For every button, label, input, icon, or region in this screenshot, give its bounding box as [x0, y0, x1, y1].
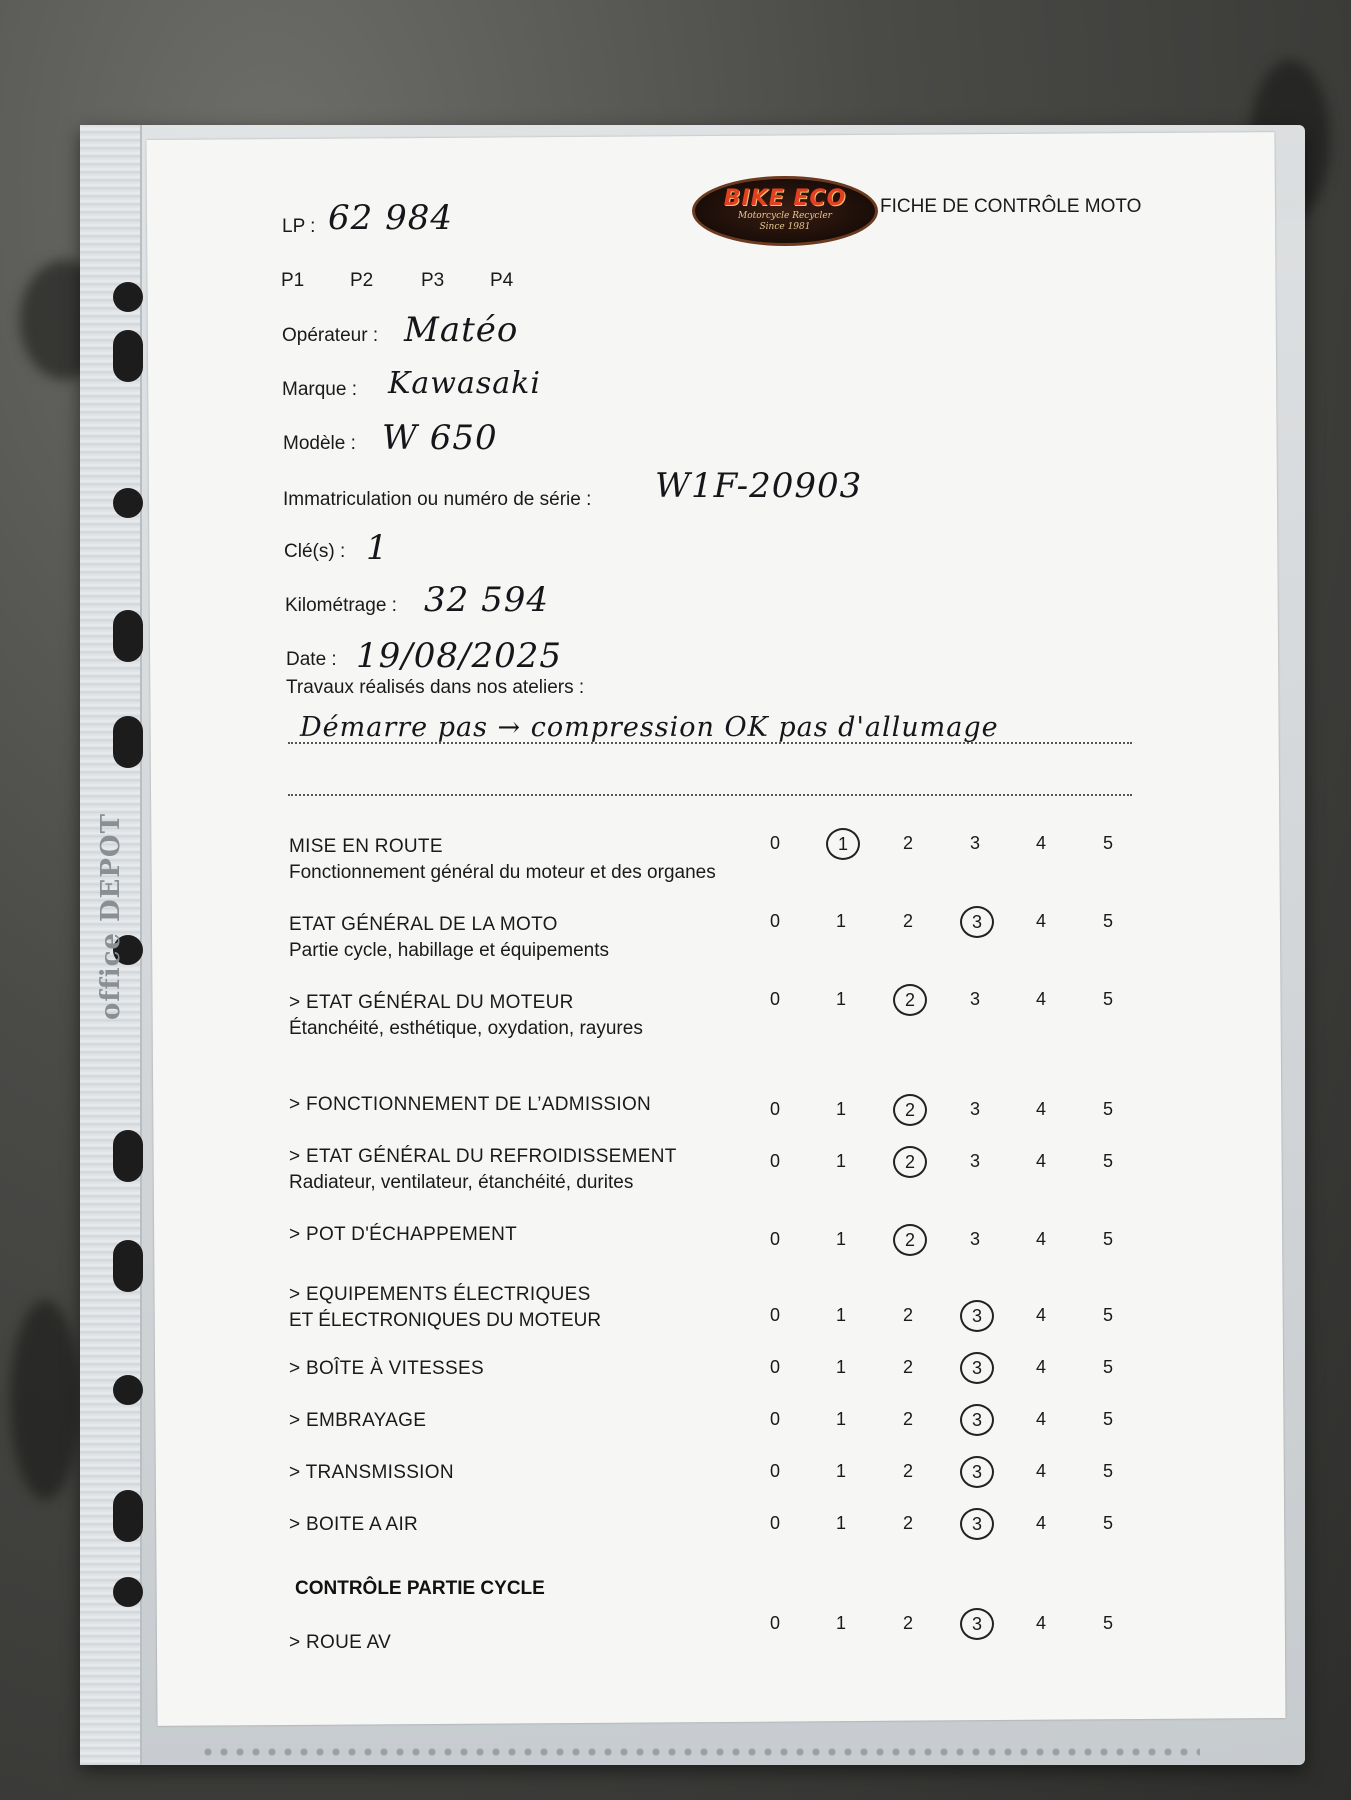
score-option[interactable]: 1: [835, 1099, 846, 1119]
punch-hole: [113, 1490, 143, 1542]
score-row: [760, 984, 1160, 1014]
p1-label: P1: [281, 270, 305, 291]
score-option[interactable]: 5: [1102, 1305, 1113, 1325]
score-option[interactable]: 4: [1035, 1613, 1046, 1633]
punch-hole: [113, 716, 143, 768]
score-row: [760, 1404, 1160, 1434]
kilometrage-value: 32 594: [424, 580, 549, 620]
score-option[interactable]: 1: [835, 1229, 846, 1249]
score-option[interactable]: 0: [769, 1409, 780, 1429]
score-option[interactable]: 4: [1035, 1151, 1046, 1171]
score-option-selected[interactable]: 3: [960, 906, 994, 938]
score-option[interactable]: 0: [769, 1461, 780, 1481]
criterion-subtitle: Étanchéité, esthétique, oxydation, rayures: [289, 1018, 643, 1039]
score-option[interactable]: 4: [1035, 833, 1046, 853]
lp-label: LP :: [282, 216, 316, 237]
score-option[interactable]: 2: [902, 1409, 913, 1429]
score-option[interactable]: 1: [835, 1461, 846, 1481]
date-label: Date :: [286, 649, 337, 670]
score-option[interactable]: 4: [1035, 989, 1046, 1009]
criterion-title: > EMBRAYAGE: [289, 1410, 427, 1431]
score-row: [760, 1456, 1160, 1486]
score-option[interactable]: 0: [769, 1613, 780, 1633]
score-option-selected[interactable]: 2: [893, 1146, 927, 1178]
criterion-title: > ROUE AV: [289, 1632, 392, 1653]
punch-hole: [113, 488, 143, 518]
score-row: [760, 1224, 1160, 1254]
score-option[interactable]: 1: [835, 989, 846, 1009]
criterion-title: > EQUIPEMENTS ÉLECTRIQUES: [289, 1284, 591, 1305]
score-option[interactable]: 2: [902, 911, 913, 931]
operateur-label: Opérateur :: [282, 325, 379, 346]
kilometrage-label: Kilométrage :: [285, 595, 397, 616]
score-option-selected[interactable]: 2: [893, 984, 927, 1016]
score-option[interactable]: 1: [835, 1409, 846, 1429]
travaux-label: Travaux réalisés dans nos ateliers :: [286, 677, 585, 698]
score-option[interactable]: 4: [1035, 1099, 1046, 1119]
marque-value: Kawasaki: [388, 366, 541, 401]
punch-hole: [113, 1577, 143, 1607]
score-option[interactable]: 1: [835, 1305, 846, 1325]
score-option-selected[interactable]: 2: [893, 1094, 927, 1126]
date-value: 19/08/2025: [356, 636, 562, 676]
travaux-dotted-line: [288, 794, 1132, 796]
criterion-title: > POT D'ÉCHAPPEMENT: [289, 1224, 518, 1245]
marque-label: Marque :: [282, 379, 357, 400]
punch-hole: [113, 282, 143, 312]
score-option[interactable]: 2: [902, 1613, 913, 1633]
p3-label: P3: [421, 270, 445, 291]
punch-hole: [113, 610, 143, 662]
score-row: [760, 828, 1160, 858]
score-row: [760, 1146, 1160, 1176]
score-option[interactable]: 5: [1102, 833, 1113, 853]
punch-hole: [113, 330, 143, 382]
score-row: [760, 1508, 1160, 1538]
score-option[interactable]: 5: [1102, 911, 1113, 931]
score-option[interactable]: 4: [1035, 1461, 1046, 1481]
immatriculation-label: Immatriculation ou numéro de série :: [283, 489, 592, 510]
score-option[interactable]: 0: [769, 1151, 780, 1171]
score-option[interactable]: 5: [1102, 1513, 1113, 1533]
score-option[interactable]: 2: [902, 1461, 913, 1481]
cles-value: 1: [366, 528, 389, 568]
score-option[interactable]: 3: [969, 989, 980, 1009]
operateur-value: Matéo: [404, 310, 519, 350]
logo-subtext: Motorcycle Recycler: [738, 211, 832, 221]
criterion-subtitle: Fonctionnement général du moteur et des organes: [289, 862, 716, 883]
score-option[interactable]: 1: [835, 1613, 846, 1633]
score-option[interactable]: 1: [835, 1357, 846, 1377]
score-option[interactable]: 4: [1035, 1409, 1046, 1429]
score-option[interactable]: 3: [969, 1229, 980, 1249]
punch-hole: [113, 1375, 143, 1405]
score-option[interactable]: 5: [1102, 1151, 1113, 1171]
score-option-selected[interactable]: 3: [960, 1300, 994, 1332]
score-option[interactable]: 3: [969, 1151, 980, 1171]
score-option[interactable]: 0: [769, 1229, 780, 1249]
punch-hole: [113, 1240, 143, 1292]
travaux-dotted-line: [288, 742, 1132, 744]
background-stain: [10, 1300, 80, 1500]
modele-value: W 650: [382, 418, 498, 458]
score-option[interactable]: 2: [902, 833, 913, 853]
score-option[interactable]: 4: [1035, 1513, 1046, 1533]
sleeve-bottom-perforation: [200, 1745, 1200, 1759]
score-option[interactable]: 0: [769, 1099, 780, 1119]
score-row: [760, 1608, 1160, 1638]
score-option-selected[interactable]: 3: [960, 1608, 994, 1640]
score-option[interactable]: 2: [902, 1357, 913, 1377]
immatriculation-value: W1F-20903: [655, 466, 863, 506]
score-option[interactable]: 5: [1102, 1099, 1113, 1119]
criterion-title: > ETAT GÉNÉRAL DU MOTEUR: [289, 992, 574, 1013]
score-row: [760, 906, 1160, 936]
score-row: [760, 1300, 1160, 1330]
score-option[interactable]: 5: [1102, 1409, 1113, 1429]
score-row: [760, 1352, 1160, 1382]
score-option[interactable]: 0: [769, 833, 780, 853]
score-option[interactable]: 1: [835, 911, 846, 931]
criterion-subtitle: ET ÉLECTRONIQUES DU MOTEUR: [289, 1310, 602, 1331]
score-option[interactable]: 5: [1102, 989, 1113, 1009]
score-option[interactable]: 0: [769, 911, 780, 931]
p2-label: P2: [350, 270, 374, 291]
criterion-subtitle: Partie cycle, habillage et équipements: [289, 940, 610, 961]
modele-label: Modèle :: [283, 433, 356, 454]
score-option[interactable]: 1: [835, 1151, 846, 1171]
score-option[interactable]: 3: [969, 833, 980, 853]
score-option[interactable]: 5: [1102, 1613, 1113, 1633]
criterion-title: > ETAT GÉNÉRAL DU REFROIDISSEMENT: [289, 1146, 677, 1167]
score-option-selected[interactable]: 3: [960, 1352, 994, 1384]
lp-value: 62 984: [328, 198, 453, 238]
score-option-selected[interactable]: 1: [826, 828, 860, 860]
criterion-title: MISE EN ROUTE: [289, 836, 443, 857]
sleeve-brand-label: office DEPOT: [96, 813, 126, 1020]
score-option[interactable]: 1: [835, 1513, 846, 1533]
score-option[interactable]: 4: [1035, 1357, 1046, 1377]
section-title-partie-cycle: CONTRÔLE PARTIE CYCLE: [295, 1578, 545, 1599]
score-option-selected[interactable]: 3: [960, 1456, 994, 1488]
logo-subtext: Since 1981: [759, 222, 811, 232]
score-option-selected[interactable]: 3: [960, 1404, 994, 1436]
criterion-subtitle: Radiateur, ventilateur, étanchéité, durites: [289, 1172, 634, 1193]
score-option[interactable]: 5: [1102, 1229, 1113, 1249]
score-option[interactable]: 4: [1035, 1229, 1046, 1249]
score-row: [760, 1094, 1160, 1124]
score-option[interactable]: 3: [969, 1099, 980, 1119]
score-option[interactable]: 5: [1102, 1461, 1113, 1481]
score-option[interactable]: 5: [1102, 1357, 1113, 1377]
criterion-title: > BOITE A AIR: [289, 1514, 419, 1535]
logo-text: BIKE ECO: [723, 186, 847, 211]
punch-hole: [113, 1130, 143, 1182]
score-option-selected[interactable]: 2: [893, 1224, 927, 1256]
p4-label: P4: [490, 270, 514, 291]
criterion-title: > FONCTIONNEMENT DE L’ADMISSION: [289, 1094, 652, 1115]
score-option-selected[interactable]: 3: [960, 1508, 994, 1540]
score-option[interactable]: 0: [769, 1357, 780, 1377]
bike-eco-logo: [692, 176, 878, 246]
score-option[interactable]: 0: [769, 1305, 780, 1325]
criterion-title: > TRANSMISSION: [289, 1462, 454, 1483]
cles-label: Clé(s) :: [284, 541, 346, 562]
score-option[interactable]: 2: [902, 1513, 913, 1533]
criterion-title: ETAT GÉNÉRAL DE LA MOTO: [289, 914, 558, 935]
score-option[interactable]: 0: [769, 1513, 780, 1533]
sheet-title: FICHE DE CONTRÔLE MOTO: [880, 196, 1142, 217]
score-option[interactable]: 4: [1035, 1305, 1046, 1325]
travaux-line-1: Démarre pas → compression OK pas d'allumage: [300, 712, 999, 743]
score-option[interactable]: 4: [1035, 911, 1046, 931]
criterion-title: > BOÎTE À VITESSES: [289, 1358, 484, 1379]
score-option[interactable]: 2: [902, 1305, 913, 1325]
score-option[interactable]: 0: [769, 989, 780, 1009]
